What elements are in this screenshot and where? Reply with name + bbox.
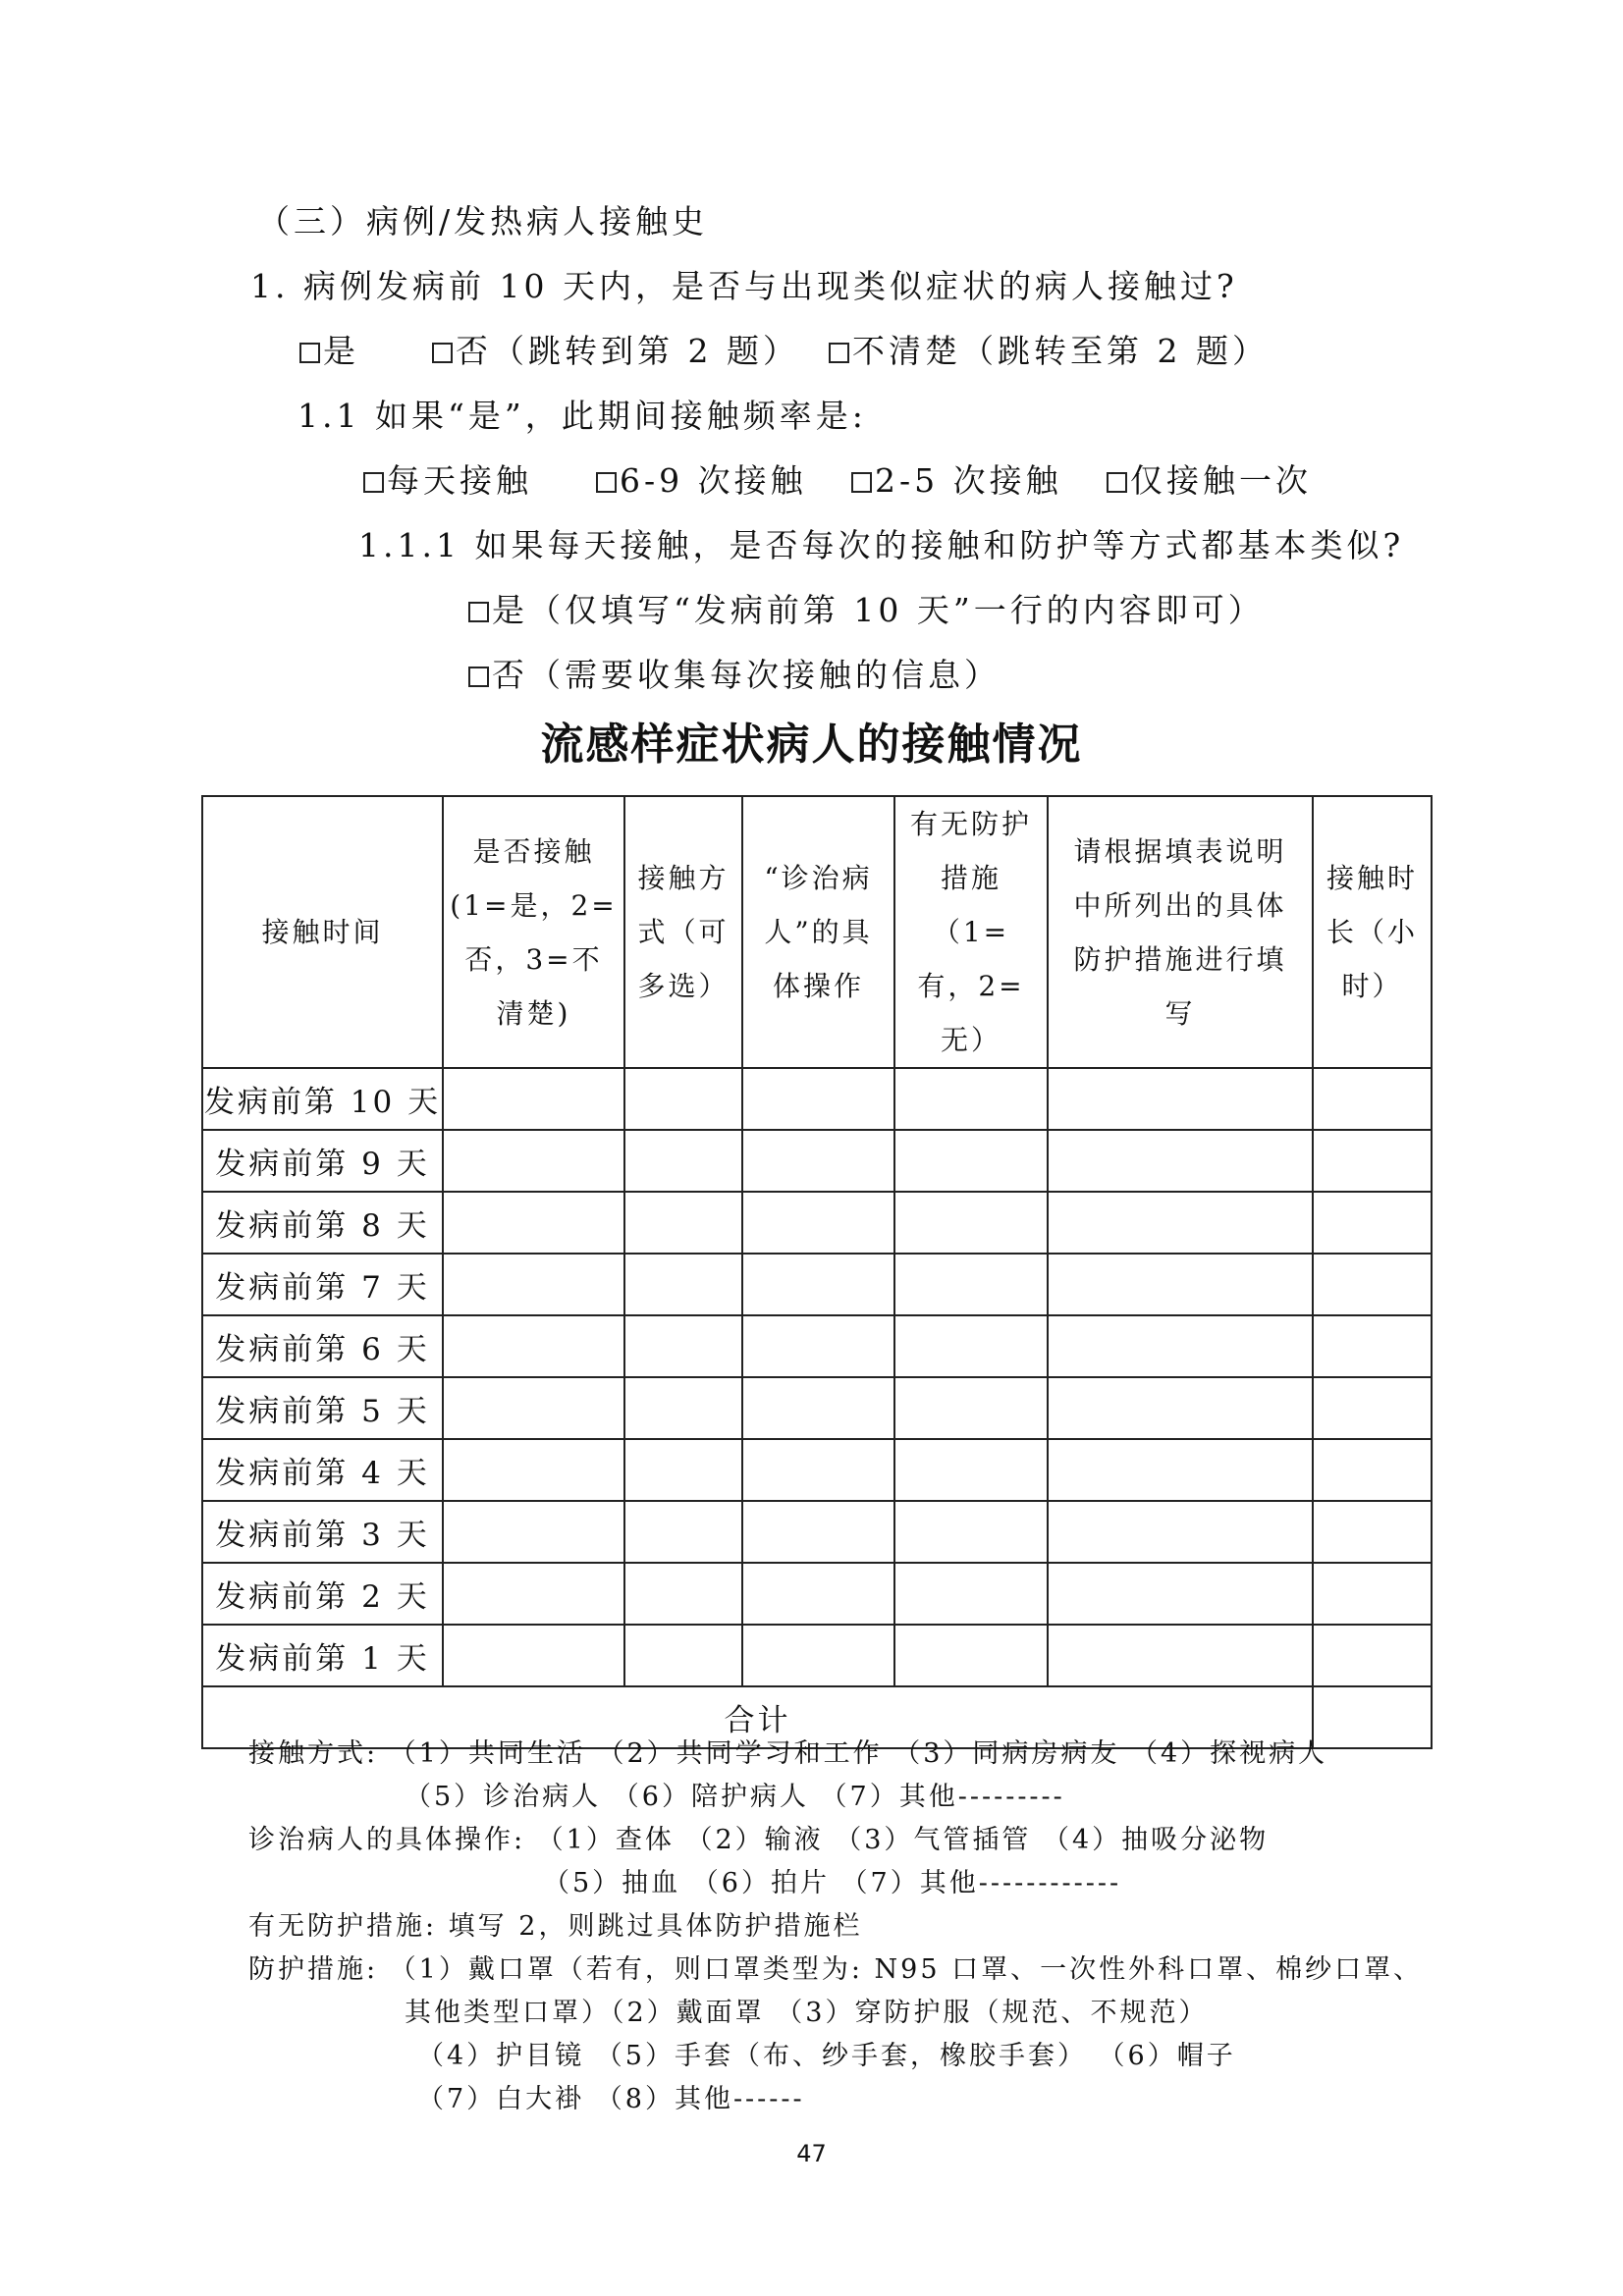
row-label: 发病前第 9 天 xyxy=(202,1130,443,1192)
table-cell[interactable] xyxy=(742,1068,894,1130)
table-cell[interactable] xyxy=(624,1439,742,1501)
table-row xyxy=(202,1254,1432,1315)
table-cell[interactable] xyxy=(742,1377,894,1439)
checkbox-icon[interactable] xyxy=(468,602,489,622)
table-cell[interactable] xyxy=(1048,1068,1313,1130)
q1-1-option-6-9[interactable] xyxy=(596,455,807,502)
table-cell[interactable] xyxy=(1313,1130,1432,1192)
table-row xyxy=(202,1439,1432,1501)
row-label: 发病前第 5 天 xyxy=(202,1377,443,1439)
q1-1-1-option-yes-label: 是（仅填写“发病前第 10 天”一行的内容即可） xyxy=(492,591,1265,629)
table-header-row xyxy=(202,796,1432,1068)
table-cell[interactable] xyxy=(443,1130,624,1192)
table-cell[interactable] xyxy=(894,1192,1048,1254)
table-cell[interactable] xyxy=(1048,1130,1313,1192)
note-protective-4: （7）白大褂 （8）其他------ xyxy=(417,2084,805,2114)
table-cell[interactable] xyxy=(443,1439,624,1501)
table-cell[interactable] xyxy=(742,1501,894,1563)
note-procedures-1: 诊治病人的具体操作: （1）查体 （2）输液 （3）气管插管 （4）抽吸分泌物 xyxy=(248,1825,1270,1855)
table-cell[interactable] xyxy=(1048,1254,1313,1315)
table-cell[interactable] xyxy=(624,1625,742,1686)
table-cell[interactable] xyxy=(894,1501,1048,1563)
q1-1-option-daily[interactable] xyxy=(363,455,532,502)
note-procedures-2: （5）抽血 （6）拍片 （7）其他------------ xyxy=(543,1868,1122,1898)
row-label: 发病前第 1 天 xyxy=(202,1625,443,1686)
question-1: 1. 病例发病前 10 天内，是否与出现类似症状的病人接触过? xyxy=(250,267,1238,305)
q1-option-unclear-label: 不清楚（跳转至第 2 题） xyxy=(852,332,1269,370)
row-label: 发病前第 7 天 xyxy=(202,1254,443,1315)
table-cell[interactable] xyxy=(1048,1563,1313,1625)
table-cell[interactable] xyxy=(742,1625,894,1686)
table-cell[interactable] xyxy=(894,1130,1048,1192)
page-number: 47 xyxy=(796,2140,827,2167)
table-cell[interactable] xyxy=(1313,1563,1432,1625)
table-cell[interactable] xyxy=(1313,1315,1432,1377)
table-cell[interactable] xyxy=(1048,1439,1313,1501)
table-cell[interactable] xyxy=(443,1563,624,1625)
table-cell[interactable] xyxy=(624,1315,742,1377)
note-contact-mode-2: （5）诊治病人 （6）陪护病人 （7）其他--------- xyxy=(405,1782,1065,1812)
table-cell[interactable] xyxy=(894,1315,1048,1377)
header-contacted: 是否接触(1=是，2=否，3=不清楚) xyxy=(443,796,624,1068)
total-cell[interactable] xyxy=(1313,1686,1432,1748)
note-protective-2: 其他类型口罩）（2）戴面罩 （3）穿防护服（规范、不规范） xyxy=(405,1998,1209,2028)
q1-1-option-daily-label: 每天接触 xyxy=(387,461,532,500)
header-protection-detail: 请根据填表说明中所列出的具体防护措施进行填写 xyxy=(1048,796,1313,1068)
question-1-1: 1.1 如果“是”，此期间接触频率是: xyxy=(298,397,867,435)
table-row xyxy=(202,1192,1432,1254)
table-cell[interactable] xyxy=(1313,1192,1432,1254)
table-cell[interactable] xyxy=(894,1377,1048,1439)
table-row xyxy=(202,1563,1432,1625)
table-cell[interactable] xyxy=(443,1625,624,1686)
table-cell[interactable] xyxy=(1313,1625,1432,1686)
checkbox-icon[interactable] xyxy=(468,667,489,687)
table-cell[interactable] xyxy=(624,1254,742,1315)
table-cell[interactable] xyxy=(624,1501,742,1563)
table-cell[interactable] xyxy=(624,1068,742,1130)
table-cell[interactable] xyxy=(742,1563,894,1625)
note-protection: 有无防护措施: 填写 2，则跳过具体防护措施栏 xyxy=(248,1911,863,1942)
checkbox-icon[interactable] xyxy=(596,472,617,493)
table-cell[interactable] xyxy=(1313,1068,1432,1130)
header-procedure: “诊治病人”的具体操作 xyxy=(742,796,894,1068)
checkbox-icon[interactable] xyxy=(851,472,872,493)
table-row xyxy=(202,1501,1432,1563)
table-row xyxy=(202,1625,1432,1686)
header-contact-mode: 接触方式（可多选） xyxy=(624,796,742,1068)
row-label: 发病前第 8 天 xyxy=(202,1192,443,1254)
row-label: 发病前第 3 天 xyxy=(202,1501,443,1563)
row-label: 发病前第 6 天 xyxy=(202,1315,443,1377)
note-protective-3: （4）护目镜 （5）手套（布、纱手套，橡胶手套） （6）帽子 xyxy=(417,2041,1236,2071)
question-1-1-1: 1.1.1 如果每天接触，是否每次的接触和防护等方式都基本类似? xyxy=(358,526,1405,564)
total-label: 合计 xyxy=(202,1686,1313,1748)
q1-option-no[interactable] xyxy=(432,326,799,372)
checkbox-icon[interactable] xyxy=(829,343,849,363)
table-cell[interactable] xyxy=(624,1377,742,1439)
q1-option-no-label: 否（跳转到第 2 题） xyxy=(456,332,799,370)
q1-1-1-option-no-label: 否（需要收集每次接触的信息） xyxy=(492,656,1001,694)
q1-1-option-6-9-label: 6-9 次接触 xyxy=(620,461,807,500)
header-protection: 有无防护措施（1=有，2=无） xyxy=(894,796,1048,1068)
table-cell[interactable] xyxy=(894,1439,1048,1501)
table-row xyxy=(202,1377,1432,1439)
table-cell[interactable] xyxy=(742,1254,894,1315)
table-cell[interactable] xyxy=(742,1315,894,1377)
table-cell[interactable] xyxy=(443,1315,624,1377)
table-cell[interactable] xyxy=(443,1192,624,1254)
section-title: （三）病例/发热病人接触史 xyxy=(257,202,709,240)
q1-option-unclear[interactable] xyxy=(829,326,1269,372)
table-cell[interactable] xyxy=(624,1563,742,1625)
table-title: 流感样症状病人的接触情况 xyxy=(540,720,1083,770)
table-cell[interactable] xyxy=(443,1068,624,1130)
table-cell[interactable] xyxy=(742,1192,894,1254)
table-cell[interactable] xyxy=(1048,1192,1313,1254)
row-label: 发病前第 4 天 xyxy=(202,1439,443,1501)
table-row xyxy=(202,1068,1432,1130)
row-label: 发病前第 2 天 xyxy=(202,1563,443,1625)
q1-1-option-once[interactable] xyxy=(1107,455,1312,502)
table-cell[interactable] xyxy=(742,1130,894,1192)
table-row xyxy=(202,1130,1432,1192)
table-cell[interactable] xyxy=(1048,1501,1313,1563)
checkbox-icon[interactable] xyxy=(299,343,320,363)
row-label: 发病前第 10 天 xyxy=(202,1068,443,1130)
checkbox-icon[interactable] xyxy=(1107,472,1127,493)
note-contact-mode-1: 接触方式: （1）共同生活 （2）共同学习和工作 （3）同病房病友 （4）探视病人 xyxy=(248,1738,1328,1769)
table-cell[interactable] xyxy=(624,1130,742,1192)
header-duration: 接触时长（小时） xyxy=(1313,796,1432,1068)
q1-1-option-2-5[interactable] xyxy=(851,455,1062,502)
table-cell[interactable] xyxy=(443,1501,624,1563)
q1-1-1-option-yes[interactable] xyxy=(468,585,1265,631)
q1-option-yes-label: 是 xyxy=(323,332,359,370)
table-cell[interactable] xyxy=(624,1192,742,1254)
table-cell[interactable] xyxy=(1048,1625,1313,1686)
table-row xyxy=(202,1315,1432,1377)
table-cell[interactable] xyxy=(894,1254,1048,1315)
table-cell[interactable] xyxy=(443,1377,624,1439)
checkbox-icon[interactable] xyxy=(432,343,453,363)
q1-option-yes[interactable] xyxy=(299,326,359,372)
q1-1-1-option-no[interactable] xyxy=(468,650,1001,696)
q1-1-option-once-label: 仅接触一次 xyxy=(1130,461,1312,500)
table-cell[interactable] xyxy=(443,1254,624,1315)
header-contact-time: 接触时间 xyxy=(202,796,443,1068)
table-cell[interactable] xyxy=(1313,1254,1432,1315)
q1-1-option-2-5-label: 2-5 次接触 xyxy=(875,461,1062,500)
table-cell[interactable] xyxy=(1048,1377,1313,1439)
table-cell[interactable] xyxy=(742,1439,894,1501)
table-cell[interactable] xyxy=(1048,1315,1313,1377)
note-protective-1: 防护措施: （1）戴口罩（若有，则口罩类型为: N95 口罩、一次性外科口罩、棉纱口罩、 xyxy=(248,1954,1424,1985)
contact-table xyxy=(201,795,1433,1749)
checkbox-icon[interactable] xyxy=(363,472,384,493)
table-cell[interactable] xyxy=(894,1625,1048,1686)
table-cell[interactable] xyxy=(894,1068,1048,1130)
table-cell[interactable] xyxy=(1313,1377,1432,1439)
table-cell[interactable] xyxy=(1313,1501,1432,1563)
table-cell[interactable] xyxy=(894,1563,1048,1625)
table-cell[interactable] xyxy=(1313,1439,1432,1501)
